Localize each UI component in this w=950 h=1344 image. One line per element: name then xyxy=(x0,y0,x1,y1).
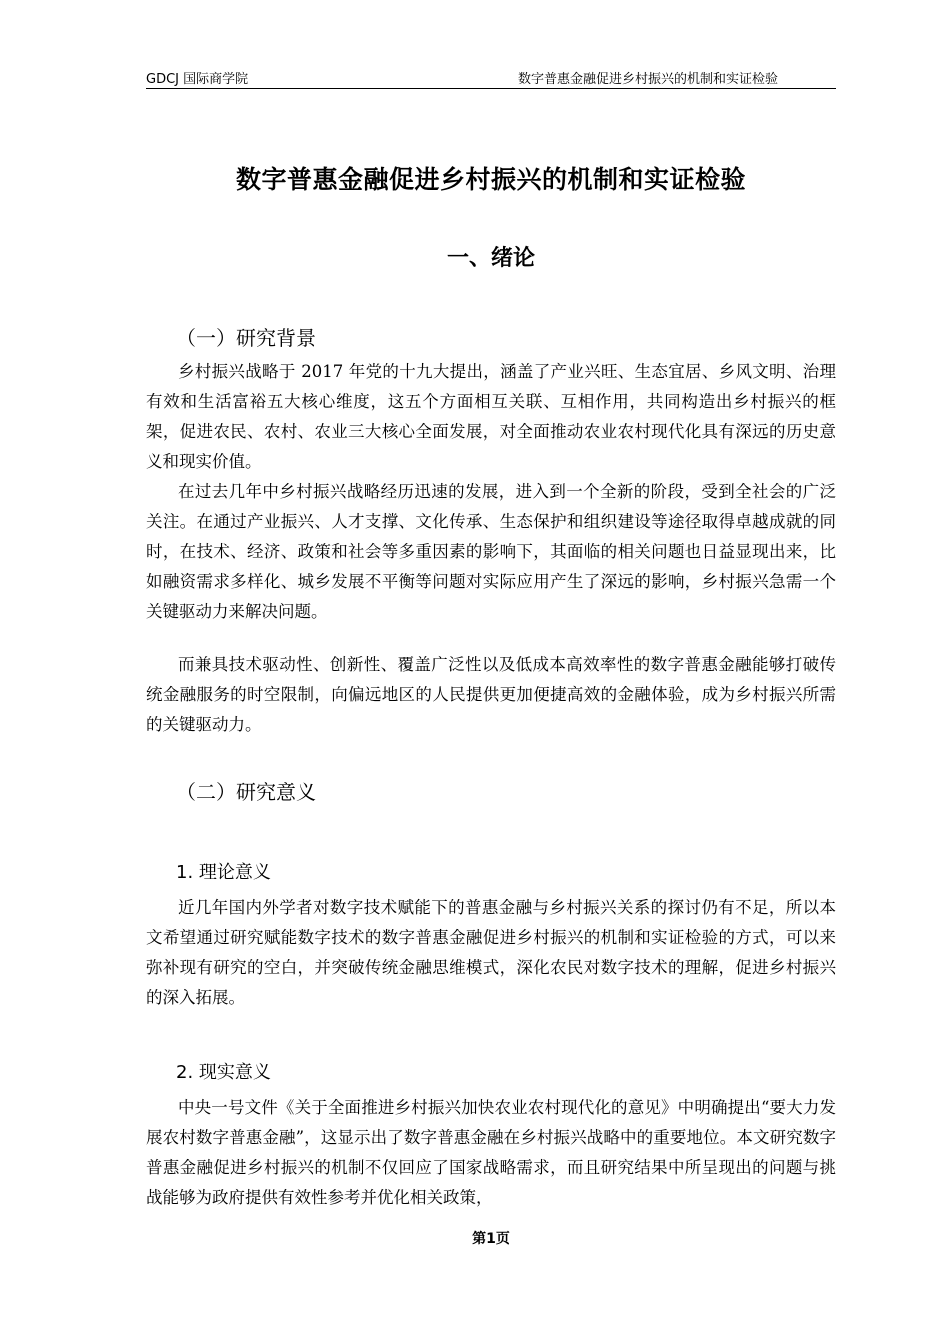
document-title: 数字普惠金融促进乡村振兴的机制和实证检验 xyxy=(235,165,746,194)
paragraph-practical: 中央一号文件《关于全面推进乡村振兴加快农业农村现代化的意见》中明确提出“要大力发展农村数字普惠金融”，这显示出了数字普惠金融在乡村振兴战略中的重要地位。本文研究数字普惠金融促进乡村振兴的机制不仅回应了国家战略需求，而且研究结果中所呈现出的问题与挑战能够为政府提供有效性参考并优化相关政策， xyxy=(146,1098,836,1207)
paragraph-background-2: 在过去几年中乡村振兴战略经历迅速的发展，进入到一个全新的阶段，受到全社会的广泛关注。在通过产业振兴、人才支撑、文化传承、生态保护和组织建设等途径取得卓越成就的同时，在技术、经济、政策和社会等多重因素的影响下，其面临的相关问题也日益显现出来，比如融资需求多样化、城乡发展不平衡等问题对实际应用产生了深远的影响，乡村振兴急需一个关键驱动力来解决问题。 xyxy=(146,482,836,621)
header-institution: GDCJ 国际商学院 xyxy=(146,72,249,87)
chapter-heading: 一、绪论 xyxy=(446,246,535,271)
paragraph-theoretical: 近几年国内外学者对数字技术赋能下的普惠金融与乡村振兴关系的探讨仍有不足，所以本文希望通过研究赋能数字技术的数字普惠金融促进乡村振兴的机制和实证检验的方式，可以来弥补现有研究的空白，并突破传统金融思维模式，深化农民对数字技术的理解，促进乡村振兴的深入拓展。 xyxy=(146,898,836,1007)
subheading-practical: 2. 现实意义 xyxy=(176,1062,271,1083)
paragraph-background-3: 而兼具技术驱动性、创新性、覆盖广泛性以及低成本高效率性的数字普惠金融能够打破传统金融服务的时空限制，向偏远地区的人民提供更加便捷高效的金融体验，成为乡村振兴所需的关键驱动力。 xyxy=(146,655,836,734)
page-header xyxy=(146,66,836,89)
section-heading-significance: （二）研究意义 xyxy=(176,780,316,804)
page-number: 第1页 xyxy=(472,1231,510,1247)
section-heading-background: （一）研究背景 xyxy=(176,326,316,350)
header-running-title: 数字普惠金融促进乡村振兴的机制和实证检验 xyxy=(517,72,778,87)
paragraph-background-1: 乡村振兴战略于 2017 年党的十九大提出，涵盖了产业兴旺、生态宜居、乡风文明、治理有效和生活富裕五大核心维度，这五个方面相互关联、互相作用，共同构造出乡村振兴的框架，促进农民、农村、农业三大核心全面发展，对全面推动农业农村现代化具有深远的历史意义和现实价值。 xyxy=(146,362,836,471)
subheading-theoretical: 1. 理论意义 xyxy=(176,862,271,883)
